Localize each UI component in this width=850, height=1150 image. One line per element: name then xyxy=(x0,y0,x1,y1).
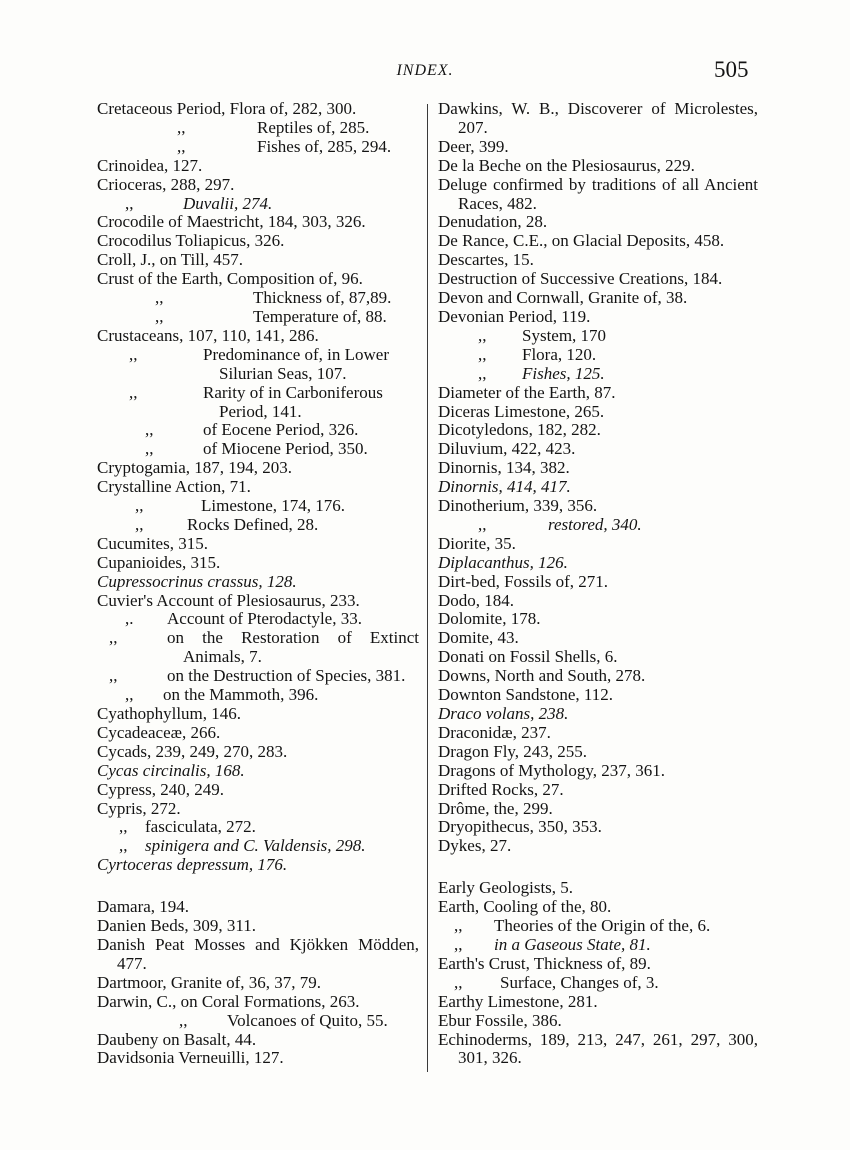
index-column-right xyxy=(438,100,758,1068)
index-entry xyxy=(97,535,419,554)
index-entry: ,, Predominance of, in Lower Silurian Seas, 107. xyxy=(129,344,389,383)
index-entry-text: Devon and Cornwall, Granite of, 38. xyxy=(438,288,688,308)
index-entry xyxy=(97,176,419,195)
index-entry-text: Dartmoor, Granite of, 36, 37, 79. xyxy=(97,972,322,992)
index-entry-text: Dodo, 184. xyxy=(438,590,515,610)
index-entry xyxy=(97,610,419,629)
index-entry-text: Rarity of in Carboniferous Period, 141. xyxy=(203,382,383,421)
index-entry xyxy=(97,421,419,440)
index-entry-text: Cypress, 240, 249. xyxy=(97,779,225,799)
index-entry xyxy=(438,667,758,686)
index-entry-text: Limestone, 174, 176. xyxy=(201,496,346,516)
index-entry-text: Earth's Crust, Thickness of, 89. xyxy=(438,953,651,973)
index-entry xyxy=(97,554,419,573)
index-entry-text: Duvalii, 274. xyxy=(183,193,273,213)
index-entry-text: Echinoderms, 189, 213, 247, 261, 297, 300, 301, 326. xyxy=(438,1029,758,1068)
index-entry-text: Denudation, 28. xyxy=(438,212,548,232)
index-entry xyxy=(97,195,419,214)
ditto-mark: ,, xyxy=(119,817,128,837)
ditto-mark: ,, xyxy=(119,836,128,856)
index-entry-text: Draco volans, 238. xyxy=(438,704,569,723)
index-entry-text: fasciculata, 272. xyxy=(145,817,256,837)
index-entry-text: Account of Pterodactyle, 33. xyxy=(167,609,362,629)
index-entry xyxy=(97,289,419,308)
index-entry xyxy=(97,573,419,592)
index-entry xyxy=(438,936,758,955)
index-entry xyxy=(438,955,758,974)
index-entry-text: Croll, J., on Till, 457. xyxy=(97,250,243,270)
index-entry-text: Downton Sandstone, 112. xyxy=(438,685,614,705)
index-entry-text: Cuvier's Account of Plesiosaurus, 233. xyxy=(97,590,360,610)
ditto-mark: ,, xyxy=(478,363,487,383)
index-entry xyxy=(438,384,758,403)
ditto-mark: ,, xyxy=(135,496,144,516)
index-entry-text: Descartes, 15. xyxy=(438,250,534,270)
index-entry-text: in a Gaseous State, 81. xyxy=(494,934,651,954)
index-entry-text: Damara, 194. xyxy=(97,897,190,917)
index-entry xyxy=(438,898,758,917)
index-entry-text: on the Restoration of Extinct Animals, 7. xyxy=(167,628,419,667)
index-entry xyxy=(438,232,758,251)
ditto-mark: ,, xyxy=(177,136,186,156)
index-entry-text: Diameter of the Earth, 87. xyxy=(438,382,616,402)
index-entry-text: Diceras Limestone, 265. xyxy=(438,401,605,421)
ditto-mark: ,, xyxy=(454,972,463,992)
index-column-left xyxy=(97,100,419,1068)
index-entry-text: Davidsonia Verneuilli, 127. xyxy=(97,1048,284,1068)
index-entry-text: Deer, 399. xyxy=(438,136,509,156)
index-entry xyxy=(438,705,758,724)
index-entry-text: on the Destruction of Species, 381. xyxy=(167,666,406,686)
index-entry-text: Dinotherium, 339, 356. xyxy=(438,496,598,516)
index-entry-text: Dinornis, 414, 417. xyxy=(438,477,571,497)
index-entry xyxy=(438,781,758,800)
column-divider xyxy=(427,104,428,1072)
index-entry-text: Crocodilus Toliapicus, 326. xyxy=(97,231,285,251)
index-entry xyxy=(438,573,758,592)
index-entry-text: Danish Peat Mosses and Kjökken Mödden, 477. xyxy=(97,934,419,973)
index-entry-text: Devonian Period, 119. xyxy=(438,306,591,326)
ditto-mark: ,, xyxy=(179,1010,188,1030)
index-entry-text: Reptiles of, 285. xyxy=(257,117,370,137)
index-entry-text: restored, 340. xyxy=(548,514,642,534)
index-entry-text: Diplacanthus, 126. xyxy=(438,552,568,572)
index-entry-text: Cycads, 239, 249, 270, 283. xyxy=(97,741,288,761)
index-entry xyxy=(97,856,419,875)
index-entry xyxy=(438,993,758,1012)
index-entry-text: Thickness of, 87,89. xyxy=(253,288,392,308)
index-entry xyxy=(97,724,419,743)
index-entry xyxy=(97,743,419,762)
index-entry xyxy=(97,936,419,974)
index-entry xyxy=(97,800,419,819)
index-entry-text: Cyathophyllum, 146. xyxy=(97,704,242,723)
index-entry xyxy=(438,100,758,138)
ditto-mark: ,, xyxy=(454,916,463,936)
index-entry xyxy=(97,308,419,327)
index-entry-text: Dryopithecus, 350, 353. xyxy=(438,817,602,837)
index-entry xyxy=(438,535,758,554)
index-entry-text: Drifted Rocks, 27. xyxy=(438,779,564,799)
index-entry-text: Ebur Fossile, 386. xyxy=(438,1010,562,1030)
index-entry-text: Dragons of Mythology, 237, 361. xyxy=(438,760,665,780)
index-entry xyxy=(438,686,758,705)
index-entry xyxy=(438,629,758,648)
index-entry xyxy=(97,327,419,346)
index-entry xyxy=(438,478,758,497)
index-entry xyxy=(97,459,419,478)
index-entry-text: Cretaceous Period, Flora of, 282, 300. xyxy=(97,99,357,118)
index-entry-text: Darwin, C., on Coral Formations, 263. xyxy=(97,991,360,1011)
index-entry-text: on the Mammoth, 396. xyxy=(163,685,319,705)
index-entry-text: Donati on Fossil Shells, 6. xyxy=(438,647,618,667)
index-entry xyxy=(97,232,419,251)
index-entry xyxy=(438,648,758,667)
index-entry-text: Fishes of, 285, 294. xyxy=(257,136,392,156)
index-entry-text: Downs, North and South, 278. xyxy=(438,666,646,686)
index-entry-text: Cupanioides, 315. xyxy=(97,552,221,572)
index-entry xyxy=(438,403,758,422)
index-entry-text: Cycas circinalis, 168. xyxy=(97,760,245,780)
index-entry xyxy=(438,459,758,478)
index-entry xyxy=(97,478,419,497)
ditto-mark: ,, xyxy=(125,193,134,213)
index-entry xyxy=(97,917,419,936)
index-entry-text: Dragon Fly, 243, 255. xyxy=(438,741,588,761)
index-entry-text: Fishes, 125. xyxy=(522,363,605,383)
index-entry xyxy=(97,818,419,837)
index-entry xyxy=(97,497,419,516)
index-entry xyxy=(97,837,419,856)
index-entry-text: Dykes, 27. xyxy=(438,836,512,856)
index-entry-text: Temperature of, 88. xyxy=(253,306,387,326)
index-entry-text: Danien Beds, 309, 311. xyxy=(97,916,256,936)
index-entry-text: Dirt-bed, Fossils of, 271. xyxy=(438,571,608,591)
index-entry-text: Crust of the Earth, Composition of, 96. xyxy=(97,269,363,289)
index-entry xyxy=(438,270,758,289)
index-entry-text: Cryptogamia, 187, 194, 203. xyxy=(97,458,293,478)
index-entry: ,, Rarity of in Carboniferous Period, 141. xyxy=(129,382,383,421)
index-entry xyxy=(438,251,758,270)
index-entry xyxy=(97,1031,419,1050)
index-entry xyxy=(97,1049,419,1068)
index-entry-text: Flora, 120. xyxy=(522,344,597,364)
index-entry xyxy=(97,974,419,993)
index-entry xyxy=(438,176,758,214)
ditto-mark: ,, xyxy=(177,117,186,137)
index-entry xyxy=(97,705,419,724)
index-entry xyxy=(438,592,758,611)
index-entry xyxy=(438,516,758,535)
running-title: INDEX. xyxy=(396,62,454,79)
ditto-mark: ,, xyxy=(155,288,164,308)
index-entry-text: Crinoidea, 127. xyxy=(97,155,203,175)
index-entry xyxy=(438,554,758,573)
index-entry xyxy=(97,993,419,1012)
index-entry xyxy=(438,974,758,993)
page-number: 505 xyxy=(714,57,749,82)
index-entry-text: Surface, Changes of, 3. xyxy=(500,972,659,992)
index-entry-text: Diorite, 35. xyxy=(438,533,516,553)
index-entry xyxy=(438,743,758,762)
index-entry xyxy=(97,781,419,800)
index-entry xyxy=(438,365,758,384)
index-entry xyxy=(438,818,758,837)
index-entry: ,, on the Destruction of Species, 381. xyxy=(109,666,406,686)
index-entry-text: Cycadeaceæ, 266. xyxy=(97,722,221,742)
index-entry xyxy=(438,157,758,176)
index-entry-text: System, 170 xyxy=(522,325,607,345)
index-entry xyxy=(97,100,419,119)
index-entry xyxy=(97,440,419,459)
index-entry-text: Draconidæ, 237. xyxy=(438,722,551,742)
index-entry xyxy=(97,119,419,138)
ditto-mark: ,, xyxy=(454,934,463,954)
index-entry-text: Early Geologists, 5. xyxy=(438,878,574,898)
ditto-mark: ,, xyxy=(478,514,487,534)
ditto-mark: ,, xyxy=(145,439,154,459)
index-entry xyxy=(438,610,758,629)
index-entry xyxy=(97,138,419,157)
index-entry-text: Domite, 43. xyxy=(438,628,519,648)
index-entry xyxy=(438,440,758,459)
ditto-mark: ,. xyxy=(125,609,134,629)
index-entry xyxy=(97,762,419,781)
index-entry-text: Drôme, the, 299. xyxy=(438,798,553,818)
index-entry xyxy=(438,800,758,819)
index-entry-text: Theories of the Origin of the, 6. xyxy=(494,916,711,936)
index-entry xyxy=(97,1012,419,1031)
index-entry-text: Volcanoes of Quito, 55. xyxy=(227,1010,388,1030)
index-entry: ,, on the Restoration of Extinct Animals, 7. xyxy=(109,628,419,667)
index-entry-text: of Miocene Period, 350. xyxy=(203,439,368,459)
index-entry xyxy=(97,251,419,270)
index-entry xyxy=(438,497,758,516)
index-entry xyxy=(97,592,419,611)
index-entry-text: Earth, Cooling of the, 80. xyxy=(438,897,612,917)
index-entry xyxy=(97,157,419,176)
index-entry-text: Cucumites, 315. xyxy=(97,533,208,553)
ditto-mark: ,, xyxy=(125,685,134,705)
index-entry xyxy=(438,308,758,327)
index-entry xyxy=(438,762,758,781)
index-entry xyxy=(97,686,419,705)
index-entry-text: Earthy Limestone, 281. xyxy=(438,991,598,1011)
index-entry-text: Daubeny on Basalt, 44. xyxy=(97,1029,257,1049)
index-entry-text: Predominance of, in Lower Silurian Seas, 107. xyxy=(203,344,389,383)
index-entry-text: Dinornis, 134, 382. xyxy=(438,458,570,478)
index-entry-text: Deluge confirmed by traditions of all Ancient Races, 482. xyxy=(438,174,758,213)
index-entry xyxy=(438,138,758,157)
index-entry-text: Cupressocrinus crassus, 128. xyxy=(97,571,297,591)
index-entry-text: De Rance, C.E., on Glacial Deposits, 458. xyxy=(438,231,725,251)
index-entry-text: Crioceras, 288, 297. xyxy=(97,174,235,194)
index-entry xyxy=(97,516,419,535)
index-entry xyxy=(438,724,758,743)
ditto-mark: ,, xyxy=(155,306,164,326)
index-entry-text: Cypris, 272. xyxy=(97,798,181,818)
index-entry xyxy=(438,289,758,308)
index-entry-text: spinigera and C. Valdensis, 298. xyxy=(145,836,366,856)
index-entry-text: of Eocene Period, 326. xyxy=(203,420,359,440)
index-entry xyxy=(438,421,758,440)
index-entry-text: De la Beche on the Plesiosaurus, 229. xyxy=(438,155,695,175)
index-entry-text: Dawkins, W. B., Discoverer of Microlestes, 207. xyxy=(438,99,758,137)
ditto-mark: ,, xyxy=(478,344,487,364)
ditto-mark: ,, xyxy=(478,325,487,345)
index-entry xyxy=(438,1031,758,1069)
ditto-mark: ,, xyxy=(145,420,154,440)
index-entry-text: Cyrtoceras depressum, 176. xyxy=(97,855,288,875)
index-entry xyxy=(438,327,758,346)
index-entry-text: Destruction of Successive Creations, 184. xyxy=(438,269,723,289)
index-entry-text: Crustaceans, 107, 110, 141, 286. xyxy=(97,325,319,345)
index-entry-text: Crystalline Action, 71. xyxy=(97,477,251,497)
index-entry xyxy=(97,213,419,232)
index-entry xyxy=(438,837,758,856)
index-entry-text: Dicotyledons, 182, 282. xyxy=(438,420,601,440)
index-entry xyxy=(438,213,758,232)
index-entry-text: Dolomite, 178. xyxy=(438,609,541,629)
ditto-mark: ,, xyxy=(135,514,144,534)
index-entry xyxy=(438,879,758,898)
index-entry xyxy=(438,1012,758,1031)
index-entry xyxy=(97,270,419,289)
index-entry-text: Crocodile of Maestricht, 184, 303, 326. xyxy=(97,212,366,232)
index-entry xyxy=(438,917,758,936)
index-entry-text: Diluvium, 422, 423. xyxy=(438,439,576,459)
index-entry xyxy=(97,898,419,917)
index-entry-text: Rocks Defined, 28. xyxy=(187,514,319,534)
index-entry xyxy=(438,346,758,365)
